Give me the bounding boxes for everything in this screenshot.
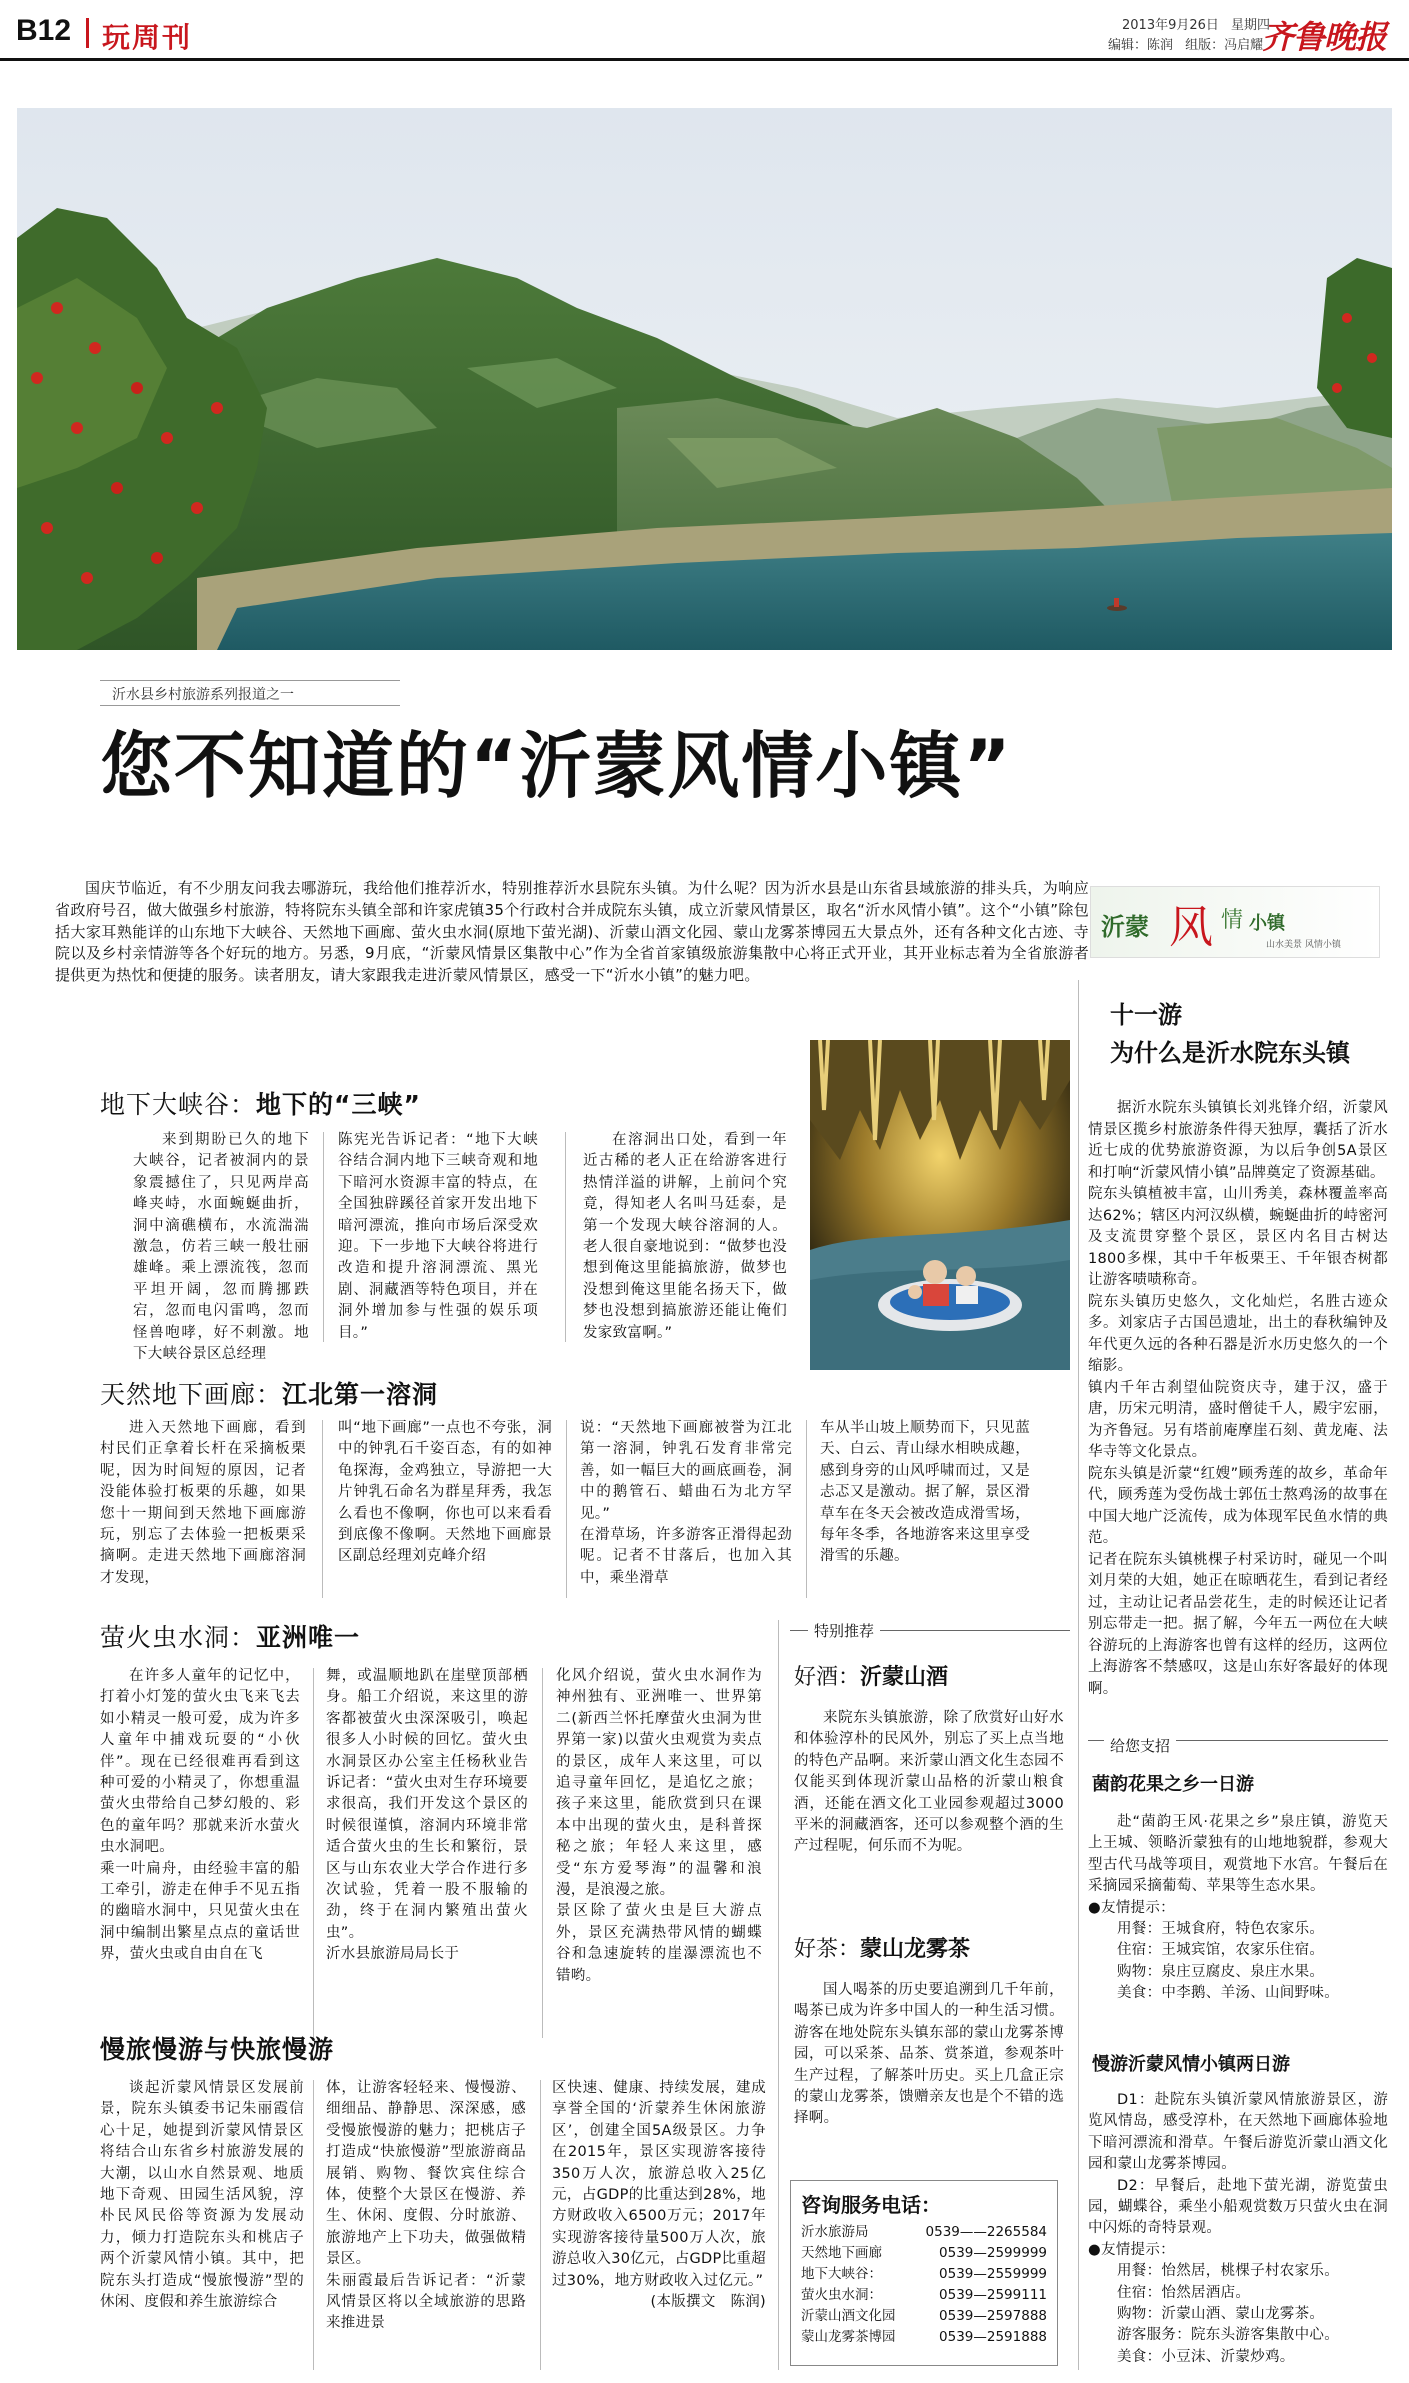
tip1-title: 菌韵花果之乡一日游 [1092,1774,1254,1795]
contact-name: 地下大峡谷： [801,2266,882,2282]
section2-text-3: 说：“天然地下画廊被誉为江北第一溶洞，钟乳石发育非常完善，如一幅巨大的画底画卷，洞中的鹅管石、蜡曲石为北方罕见。” 在滑草场，许多游客正滑得起劲呢。记者不甘落后，也加入其中，乘坐滑草 [580,1420,792,1586]
contact-name: 沂蒙山酒文化园 [801,2308,896,2324]
tea-title-b: 蒙山龙雾茶 [860,1937,971,1962]
tip2-body [1088,2090,1388,2368]
special-divider [778,1620,779,2370]
wine-title-a: 好酒： [794,1665,861,1690]
section1-divider-2 [565,1132,566,1342]
intro-paragraph [55,878,1089,987]
section3-text-1: 在许多人童年的记忆中，打着小灯笼的萤火虫飞来飞去如小精灵一般可爱，成为许多人童年中捕戏玩耍的“小伙伴”。现在已经很难再看到这种可爱的小精灵了，你想重温萤火虫带给自己梦幻般的、彩色的童年吗？那就来沂水萤火虫水洞吧。 乘一叶扁舟，由经验丰富的船工牵引，游走在伸手不见五指的幽暗水洞中，只见萤火虫在洞中编制出繁星点点的童话世界，萤火虫或自由自在飞 [100,1668,300,1963]
layout-text: 组版：冯启耀 [1185,38,1264,53]
section4-text-2: 体，让游客轻轻来、慢慢游、细细品、静静思、深深感，感受慢旅慢游的魅力；把桃店子打造成“快旅慢游”型旅游商品展销、购物、餐饮宾住综合体，使整个大景区在慢游、养生、休闲、度假、分时旅游、旅游地产上下功夫，做强做精景区。 朱丽霞最后告诉记者：“沂蒙风情景区将以全域旅游的思路来推进景 [326,2080,526,2332]
section1-text-2: 陈宪光告诉记者：“地下大峡谷结合洞内地下三峡奇观和地下暗河水资源丰富的特点，在全国独辟蹊径首家开发出地下暗河漂流，推向市场后深受欢迎。下一步地下大峡谷将进行改造和提升溶洞漂流、黑光剧、洞藏酒等特色项目，并在洞外增加参与性强的娱乐项目。” [338,1132,538,1341]
tip2-text-d1: D1：赴院东头镇沂蒙风情旅游景区，游览风情岛，感受淳朴，在天然地下画廊体验地下暗河漂流和滑草。午餐后游览沂蒙山酒文化园和蒙山龙雾茶博园。 [1088,2092,1388,2173]
article-credit: (本版撰文 陈润) [650,2294,766,2311]
section4-text-1: 谈起沂蒙风情景区发展前景，院东头镇委书记朱丽霞信心十足，她提到沂蒙风情景区将结合山东省乡村旅游发展的大潮，以山水自然景观、地质地下奇观、田园生活风貌，淳朴民风民俗等资源为发展动力，倾力打造院东头和桃店子两个沂蒙风情小镇。其中，把院东头打造成“慢旅慢游”型的休闲、度假和养生旅游综合 [100,2080,304,2311]
section1-title-b: 地下的“三峡” [256,1090,421,1119]
contact-row [801,2222,1047,2243]
section2-title-b: 江北第一溶洞 [282,1380,439,1409]
tip2-item: 游客服务：院东头游客集散中心。 [1117,2327,1339,2344]
section1-text-3: 在溶洞出口处，看到一年近古稀的老人正在给游客进行热情洋溢的讲解，上前问个究竟，得知老人名叫马廷泰，是第一个发现大峡谷溶洞的人。老人很自豪地说到：“做梦也没想到俺这里能搞旅游，做梦也没想到俺这里能名扬天下，做梦也没想到搞旅游还能让俺们发家致富啊。” [583,1132,787,1341]
tip2-item: 购物：沂蒙山酒、蒙山龙雾茶。 [1117,2306,1325,2323]
section1-text-1: 来到期盼已久的地下大峡谷，记者被洞内的景象震撼住了，只见两岸高峰夹峙，水面蜿蜒曲折，洞中滴礁横布，水流湍湍激急，仿若三峡一般壮丽雄峰。乘上漂流筏，忽而平坦开阔，忽而腾挪跌宕，忽而电闪雷鸣，忽而怪兽咆哮，好不刺激。地下大峡谷景区总经理 [133,1132,309,1363]
section3-text-2: 舞，或温顺地趴在崖壁顶部栖身。船工介绍说，来这里的游客都被萤火虫深深吸引，唤起很多人小时候的回忆。萤火虫水洞景区办公室主任杨秋业告诉记者：“萤火虫对生存环境要求很高，我们开发这个景区的时候很谨慎，溶洞内环境非常适合萤火虫的生长和繁衍，景区与山东农业大学合作进行多次试验，凭着一股不服输的劲，终于在洞内繁殖出萤火虫”。 沂水县旅游局局长于 [326,1668,528,1963]
date-text: 2013年9月26日 [1122,18,1219,33]
section3-col2 [326,1666,528,1966]
section4-divider-1 [313,2080,314,2370]
tea-title-a: 好茶： [794,1937,861,1962]
wine-title [794,1660,948,1691]
contact-phone: 0539——2265584 [925,2224,1047,2240]
tip1-body [1088,1812,1388,2005]
contact-phone: 0539—2597888 [939,2308,1047,2324]
logo-text-qing: 情 [1221,908,1244,933]
section2-title-a: 天然地下画廊： [100,1380,283,1409]
fengqing-logo [1090,886,1380,958]
section1-col2 [338,1130,538,1344]
section2-divider-3 [806,1420,807,1598]
section1-title [100,1085,421,1121]
intro-text: 国庆节临近，有不少朋友问我去哪游玩，我给他们推荐沂水，特别推荐沂水县院东头镇。为什么呢？因为沂水县是山东省县域旅游的排头兵，为响应省政府号召，做大做强乡村旅游，特将院东头镇全部和许家虎镇35个行政村合并成院东头镇，成立沂蒙风情景区，取名“沂水风情小镇”。这个“小镇”除包括大家耳熟能详的山东地下大峡谷、天然地下画廊、萤火虫水洞(原地下萤光湖)、沂蒙山酒文化园、蒙山龙雾茶博园五大景点外，还有各种文化古迹、寺院以及乡村亲情游等各个好玩的地方。另悉，9月底，“沂蒙风情景区集散中心”作为全省首家镇级旅游集散中心将正式开业，其开业标志着为全省旅游者提供更为热忱和便捷的服务。读者朋友，请大家跟我走进沂蒙风情景区，感受一下“沂水小镇”的魅力吧。 [55,879,1089,985]
section4-divider-2 [540,2080,541,2370]
section3-divider-2 [542,1668,543,2038]
right-heading-1: 十一游 [1110,1001,1182,1029]
logo-text-xiaozhen: 小镇 [1249,913,1285,934]
section3-divider-1 [313,1668,314,2038]
section3-col3 [556,1666,762,1987]
section2-col2 [338,1418,552,1568]
tip2-item: 住宿：怡然居酒店。 [1117,2284,1251,2301]
header-rule [0,58,1409,61]
section2-col4 [820,1418,1030,1568]
section4-col1 [100,2078,304,2313]
section2-title [100,1375,438,1411]
contact-phone: 0539—2559999 [939,2266,1047,2282]
right-article [1088,1098,1388,1700]
logo-text-yimeng: 沂蒙 [1101,913,1149,941]
section1-divider-1 [323,1132,324,1342]
section4-text-3: 区快速、健康、持续发展，建成享誉全国的‘沂蒙养生休闲旅游区’，创建全国5A级景区。力争在2015年，景区实现游客接待350万人次，旅游总收入25亿元，占GDP的比重达到28%，地方财政收入6500万元；2017年实现游客接待量500万人次，旅游总收入30亿元，占GDP比重超过30%，地方财政收入过亿元。” [552,2080,766,2289]
wine-title-b: 沂蒙山酒 [860,1665,949,1690]
tip2-text-d2: D2：早餐后，赴地下萤光湖，游览萤虫园，蝴蝶谷，乘坐小船观赏数万只萤火虫在洞中闪烁的奇特景观。 [1088,2177,1388,2237]
contact-name: 萤火虫水洞： [801,2287,882,2303]
section1-title-a: 地下大峡谷： [100,1090,257,1119]
contact-row [801,2243,1047,2264]
contact-phone: 0539—2591888 [939,2329,1047,2345]
paper-name: 齐鲁晚报 [1262,18,1387,56]
tip2-item: 用餐：怡然居，桃棵子村农家乐。 [1117,2263,1339,2280]
section1-col3 [583,1130,787,1344]
section3-text-3: 化风介绍说，萤火虫水洞作为神州独有、亚洲唯一、世界第二(新西兰怀托摩萤火虫洞为世界第一家)以萤火虫观赏为卖点的景区，成年人来这里，可以追寻童年回忆，是追忆之旅；孩子来这里，能欣赏到只在课本中出现的萤火虫，是科普探秘之旅；年轻人来这里，感受“东方爱琴海”的温馨和浪漫，是浪漫之旅。 景区除了萤火虫是巨大游点外，景区充满热带风情的蝴蝶谷和急速旋转的崖瀑漂流也不错哟。 [556,1668,762,1984]
tip1-item: 用餐：王城食府，特色农家乐。 [1117,1921,1325,1938]
logo-tagline: 山水美景 风情小镇 [1266,940,1341,950]
section2-text-4: 车从半山坡上顺势而下，只见蓝天、白云、青山绿水相映成趣，感到身旁的山风呼啸而过，又是忐忑又是激动。据了解，景区滑草车在冬天会被改造成滑雪场，每年冬季，各地游客来这里享受滑雪的乐趣。 [820,1420,1030,1565]
contact-row [801,2285,1047,2306]
contact-row [801,2264,1047,2285]
section2-col1 [100,1418,306,1589]
section3-title [100,1618,360,1654]
tea-title [794,1932,970,1963]
contact-name: 沂水旅游局 [801,2224,869,2240]
tip1-text: 赴“菌韵王风·花果之乡”泉庄镇，游览天上王城、领略沂蒙独有的山地地貌群，参观大型古代马战等项目，观赏地下水宫。午餐后在采摘园采摘葡萄、苹果等生态水果。 [1088,1814,1388,1895]
contact-phone: 0539—2599999 [939,2245,1047,2261]
page-code: B12 [16,14,72,47]
section3-col1 [100,1666,300,1966]
right-heading-2: 为什么是沂水院东头镇 [1110,1039,1350,1067]
weekday-text: 星期四 [1231,18,1271,33]
editor-text: 编辑：陈润 [1108,38,1174,53]
wine-text: 来院东头镇旅游，除了欣赏好山好水和体验淳朴的民风外，别忘了买上点当地的特色产品啊。来沂蒙山酒文化生态园不仅能买到体现沂蒙山品格的沂蒙山粮食酒，还能在酒文化工业园参观超过3000平米的洞藏酒客，还可以参观整个酒的生产过程呢，何乐而不为呢。 [794,1710,1064,1855]
tea-text: 国人喝茶的历史要追溯到几千年前，喝茶已成为许多中国人的一种生活习惯。游客在地处院东头镇东部的蒙山龙雾茶博园，可以采茶、品茶、赏茶道，参观茶叶生产过程，了解茶叶历史。买上几盒正宗的蒙山龙雾茶，馈赠亲友也是个不错的选择啊。 [794,1982,1064,2127]
cave-illustration [810,1040,1070,1370]
headline: 您不知道的“沂蒙风情小镇” [100,724,1013,808]
tip2-item: 美食：小豆沫、沂蒙炒鸡。 [1117,2348,1295,2365]
section4-title: 慢旅慢游与快旅慢游 [100,2035,335,2064]
contact-name: 蒙山龙雾茶博园 [801,2329,896,2345]
contact-row [801,2327,1047,2348]
section4-col3 [552,2078,766,2313]
series-label: 沂水县乡村旅游系列报道之一 [112,687,294,703]
special-label: 特别推荐 [808,1620,880,1641]
contact-name: 天然地下画廊 [801,2245,882,2261]
header-editor [1108,34,1263,53]
tip2-hint: ●友情提示： [1088,2241,1175,2258]
tip2-title: 慢游沂蒙风情小镇两日游 [1092,2054,1290,2075]
section3-title-a: 萤火虫水洞： [100,1623,257,1652]
contact-title: 咨询服务电话： [801,2193,941,2217]
contact-row [801,2306,1047,2327]
section2-text-2: 叫“地下画廊”一点也不夸张，洞中的钟乳石千姿百态，有的如神龟探海，金鸡独立，导游把一大片钟乳石命名为群星拜秀，我怎么看也不像啊，你也可以来看看到底像不像啊。天然地下画廊景区副总经理刘克峰介绍 [338,1420,552,1565]
section2-text-1: 进入天然地下画廊，看到村民们正拿着长杆在采摘板栗呢，因为时间短的原因，记者没能体验打板栗的乐趣，如果您十一期间到天然地下画廊游玩，别忘了去体验一把板栗采摘啊。走进天然地下画廊溶洞才发现， [100,1420,306,1586]
tip1-item: 购物：泉庄豆腐皮、泉庄水果。 [1117,1963,1325,1980]
tip1-hint: ●友情提示： [1088,1899,1175,1916]
landscape-illustration [17,108,1392,650]
wine-body [794,1708,1064,1858]
section2-divider-2 [566,1420,567,1598]
column-name: 玩周刊 [102,21,193,54]
header-date [1122,14,1270,33]
right-column-divider [1078,980,1079,2370]
section2-divider-1 [322,1420,323,1598]
lake-valley-photo [17,108,1392,650]
section4-col2 [326,2078,526,2335]
header-divider-mark [86,18,89,48]
section3-title-b: 亚洲唯一 [256,1623,361,1652]
tips-label: 给您支招 [1104,1735,1176,1756]
tip1-item: 美食：中李鹅、羊汤、山间野味。 [1117,1985,1339,2002]
logo-text-feng: 风 [1169,902,1213,953]
series-label-box [100,680,400,706]
tea-body [794,1980,1064,2130]
section1-col1 [133,1130,309,1365]
cave-rafting-photo [810,1040,1070,1370]
page-header [0,0,1409,60]
contact-box [790,2180,1058,2366]
section2-col3 [580,1418,792,1589]
right-article-text: 据沂水院东头镇镇长刘兆锋介绍，沂蒙风情景区揽乡村旅游条件得天独厚，囊括了沂水近七成的优势旅游资源，为以后争创5A景区和打响“沂蒙风情小镇”品牌奠定了资源基础。 院东头镇植被丰富，山川秀美，森林覆盖率高达62%；辖区内河汉纵横，蜿蜒曲折的峙密河及支流贯穿整个景区，景区内名目古树达1800多棵，其中千年板栗王、千年银杏树都让游客啧啧称奇。 院东头镇历史悠久，文化灿烂，名胜古迹众多。刘家店子古国邑遗址，出土的春秋编钟及年代更久远的各种石器是沂水历史悠久的一个缩影。 镇内千年古刹望仙院资庆寺，建于汉，盛于唐，历宋元明清，盛时僧徒千人，殿宇宏丽，为齐鲁冠。另有塔前庵摩崖石刻、黄龙庵、法华寺等文化景点。 院东头镇是沂蒙“红嫂”顾秀莲的故乡，革命年代，顾秀莲为受伤战士郭伍士熬鸡汤的故事在中国大地广泛流传，成为体现军民鱼水情的典范。 记者在院东头镇桃棵子村采访时，碰见一个叫刘月荣的大姐，她正在晾晒花生，看到记者经过，主动让记者品尝花生，走的时候还让记者别忘带走一把。据了解，今年五一两位在大峡谷游玩的上海游客也曾有这样的经历，这两位上海游客不禁感叹，这是山东好客最好的体现啊。 [1088,1100,1388,1697]
contact-phone: 0539—2599111 [939,2287,1047,2303]
tip1-item: 住宿：王城宾馆，农家乐住宿。 [1117,1942,1325,1959]
